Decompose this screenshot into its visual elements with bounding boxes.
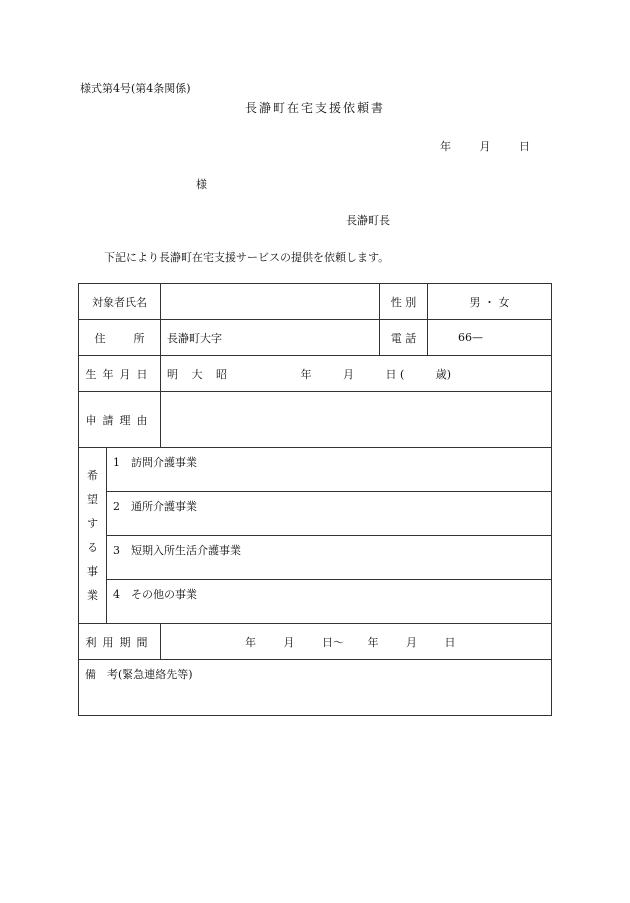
address-field[interactable]: 長瀞町大字 xyxy=(161,320,380,356)
services-label xyxy=(79,448,107,624)
document-title: 長瀞町在宅支援依頼書 xyxy=(244,101,385,115)
period-from-day: 日〜 xyxy=(322,635,344,649)
row-service-1 xyxy=(79,448,552,492)
address-label-1: 住 xyxy=(94,331,106,345)
row-birthdate xyxy=(79,356,552,392)
name-label: 対象者氏名 xyxy=(79,284,161,320)
age-label: 歳) xyxy=(435,367,452,381)
period-to-year: 年 xyxy=(367,635,379,649)
birth-day: 日 ( xyxy=(385,367,405,381)
period-field[interactable] xyxy=(161,624,552,660)
address-label xyxy=(79,320,161,356)
phone-prefix: 66— xyxy=(458,331,483,344)
service-item[interactable]: 2 通所介護事業 xyxy=(107,492,552,536)
era-showa: 昭 xyxy=(216,367,227,381)
reason-field[interactable] xyxy=(161,392,552,448)
row-service-2 xyxy=(79,492,552,536)
birth-year: 年 xyxy=(300,367,312,381)
birthdate-label: 生年月日 xyxy=(79,356,161,392)
row-reason xyxy=(79,392,552,448)
date-line xyxy=(440,138,530,154)
gender-options[interactable]: 男 ・ 女 xyxy=(428,284,552,320)
period-to-month: 月 xyxy=(406,635,417,649)
intro-text: 下記により長瀞町在宅支援サービスの提供を依頼します。 xyxy=(104,251,390,264)
form-number: 様式第4号(第4条関係) xyxy=(80,82,191,95)
birthdate-field[interactable] xyxy=(161,356,552,392)
services-label-char: 業 xyxy=(87,588,98,602)
remarks-label: 備 考(緊急連絡先等) xyxy=(85,668,193,681)
services-label-char: 望 xyxy=(87,492,98,506)
date-year: 年 xyxy=(440,140,451,153)
period-label: 利用期間 xyxy=(79,624,161,660)
period-from-month: 月 xyxy=(283,635,295,649)
birth-month: 月 xyxy=(343,367,354,381)
service-item[interactable]: 3 短期入所生活介護事業 xyxy=(107,536,552,580)
service-item[interactable]: 4 その他の事業 xyxy=(107,580,552,624)
services-label-char: す xyxy=(87,516,98,530)
row-remarks xyxy=(79,660,552,716)
era-meiji: 明 xyxy=(167,367,178,381)
service-item[interactable]: 1 訪問介護事業 xyxy=(107,448,552,492)
name-field[interactable] xyxy=(161,284,380,320)
addressee-suffix: 様 xyxy=(196,178,207,191)
period-from-year: 年 xyxy=(245,635,256,649)
reason-label: 申請理由 xyxy=(79,392,161,448)
address-label-2: 所 xyxy=(133,331,145,345)
issuer: 長瀞町長 xyxy=(346,214,390,227)
row-period xyxy=(79,624,552,660)
row-service-4 xyxy=(79,580,552,624)
row-address xyxy=(79,320,552,356)
services-label-char: 事 xyxy=(87,564,98,578)
remarks-field[interactable] xyxy=(79,660,552,716)
services-label-char: 希 xyxy=(87,468,98,482)
era-taisho: 大 xyxy=(191,367,203,381)
row-service-3 xyxy=(79,536,552,580)
application-form-table xyxy=(78,283,552,716)
date-month: 月 xyxy=(479,140,491,153)
date-day: 日 xyxy=(519,140,530,153)
phone-field[interactable] xyxy=(428,320,552,356)
gender-label: 性 別 xyxy=(380,284,428,320)
phone-label: 電 話 xyxy=(380,320,428,356)
period-to-day: 日 xyxy=(444,635,456,649)
services-label-char: る xyxy=(87,540,98,554)
row-name xyxy=(79,284,552,320)
